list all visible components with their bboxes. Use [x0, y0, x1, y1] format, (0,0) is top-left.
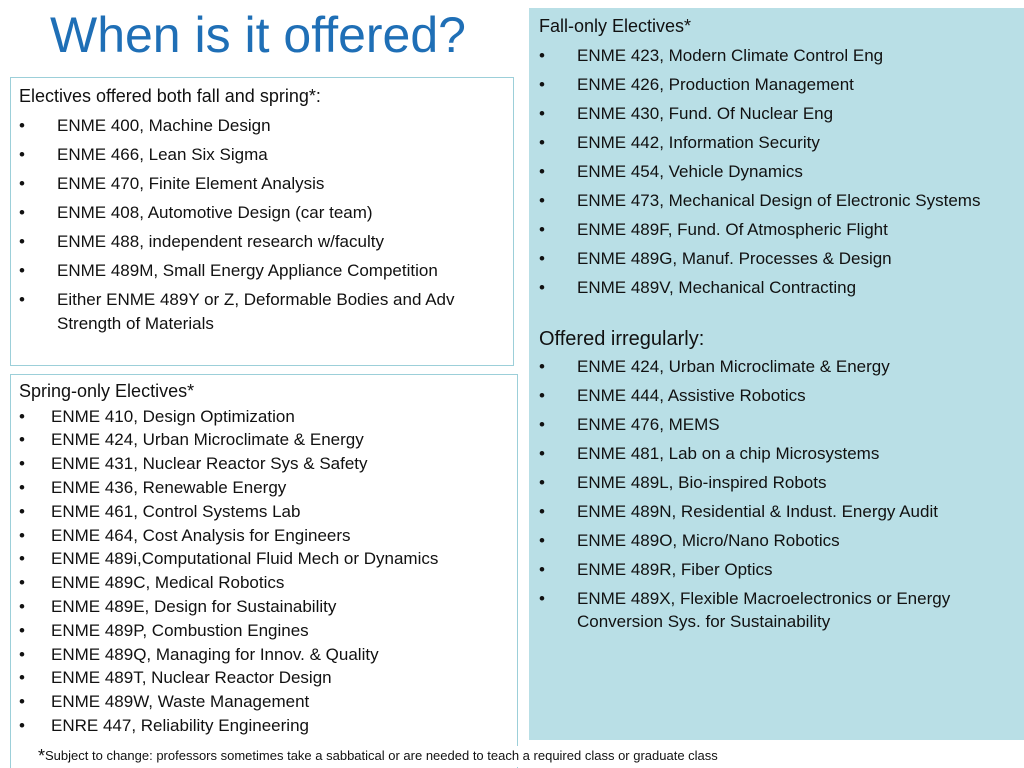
- fall-and-irregular-panel: [529, 8, 1024, 740]
- list-item: • ENME 466, Lean Six Sigma: [19, 143, 505, 167]
- list-item: • ENME 436, Renewable Energy: [19, 476, 509, 500]
- list-item: • ENME 489M, Small Energy Appliance Competition: [19, 259, 505, 283]
- irregular-list: [539, 355, 1014, 633]
- list-item: • ENME 489N, Residential & Indust. Energy Audit: [539, 500, 1014, 523]
- list-item: • ENME 400, Machine Design: [19, 114, 505, 138]
- list-item: • ENME 424, Urban Microclimate & Energy: [539, 355, 1014, 378]
- both-semesters-list: [19, 114, 505, 336]
- irregular-heading: Offered irregularly:: [539, 327, 705, 350]
- list-item: • ENME 423, Modern Climate Control Eng: [539, 44, 1014, 67]
- footnote-text: Subject to change: professors sometimes take a sabbatical or are needed to teach a required class or graduate class: [45, 748, 718, 763]
- footnote-asterisk: *: [38, 746, 46, 766]
- list-item: • ENME 489E, Design for Sustainability: [19, 595, 509, 619]
- list-item: • ENME 489R, Fiber Optics: [539, 558, 1014, 581]
- list-item: • ENME 481, Lab on a chip Microsystems: [539, 442, 1014, 465]
- spring-only-list: [19, 405, 509, 738]
- list-item: • ENME 489X, Flexible Macroelectronics or Energy Conversion Sys. for Sustainability: [539, 587, 1014, 633]
- list-item: • ENME 444, Assistive Robotics: [539, 384, 1014, 407]
- list-item: • ENME 489F, Fund. Of Atmospheric Flight: [539, 218, 1014, 241]
- list-item: • ENME 488, independent research w/faculty: [19, 230, 505, 254]
- both-semesters-box: [10, 77, 514, 366]
- fall-only-list: [539, 44, 1014, 299]
- list-item: • ENME 489O, Micro/Nano Robotics: [539, 529, 1014, 552]
- list-item: • ENME 489G, Manuf. Processes & Design: [539, 247, 1014, 270]
- list-item: • ENME 424, Urban Microclimate & Energy: [19, 428, 509, 452]
- list-item: • ENME 442, Information Security: [539, 131, 1014, 154]
- list-item: • ENME 489i,Computational Fluid Mech or Dynamics: [19, 547, 509, 571]
- list-item: • ENME 489T, Nuclear Reactor Design: [19, 666, 509, 690]
- list-item: • ENME 489V, Mechanical Contracting: [539, 276, 1014, 299]
- list-item: • ENME 426, Production Management: [539, 73, 1014, 96]
- fall-only-heading: Fall-only Electives*: [539, 16, 692, 36]
- footnote: [38, 746, 718, 767]
- both-semesters-heading: Electives offered both fall and spring*:: [19, 86, 321, 106]
- list-item: • ENME 410, Design Optimization: [19, 405, 509, 429]
- list-item: • ENME 461, Control Systems Lab: [19, 500, 509, 524]
- list-item: • ENRE 447, Reliability Engineering: [19, 714, 509, 738]
- spring-only-box: [10, 374, 518, 768]
- list-item: • ENME 464, Cost Analysis for Engineers: [19, 524, 509, 548]
- list-item: • ENME 489Q, Managing for Innov. & Quality: [19, 643, 509, 667]
- list-item: • ENME 489C, Medical Robotics: [19, 571, 509, 595]
- list-item: • ENME 408, Automotive Design (car team): [19, 201, 505, 225]
- list-item: • ENME 476, MEMS: [539, 413, 1014, 436]
- list-item: • ENME 430, Fund. Of Nuclear Eng: [539, 102, 1014, 125]
- list-item: • ENME 489L, Bio-inspired Robots: [539, 471, 1014, 494]
- list-item: • ENME 470, Finite Element Analysis: [19, 172, 505, 196]
- page-title: When is it offered?: [50, 7, 466, 63]
- list-item: • ENME 489W, Waste Management: [19, 690, 509, 714]
- list-item: • ENME 473, Mechanical Design of Electronic Systems: [539, 189, 1014, 212]
- list-item: • ENME 431, Nuclear Reactor Sys & Safety: [19, 452, 509, 476]
- list-item: • ENME 454, Vehicle Dynamics: [539, 160, 1014, 183]
- list-item: • ENME 489P, Combustion Engines: [19, 619, 509, 643]
- spring-only-heading: Spring-only Electives*: [19, 381, 195, 401]
- list-item: • Either ENME 489Y or Z, Deformable Bodies and Adv Strength of Materials: [19, 288, 505, 336]
